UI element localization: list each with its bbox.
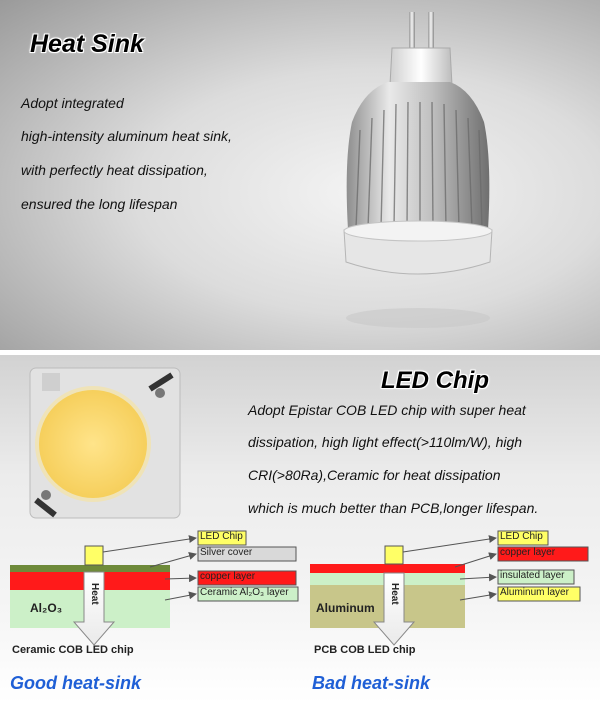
ceramic-heat-label: Heat <box>89 583 100 605</box>
pcb-label-led-chip: LED Chip <box>500 531 543 542</box>
pcb-caption: PCB COB LED chip <box>314 644 416 656</box>
led-chip-line-4: which is much better than PCB,longer lifespan. <box>248 500 539 516</box>
heat-sink-panel <box>0 0 600 350</box>
ceramic-chip-shape <box>85 546 103 565</box>
led-chip-title: LED Chip <box>381 367 489 394</box>
ceramic-silver-layer-shape <box>10 565 170 572</box>
heat-sink-title: Heat Sink <box>30 30 144 58</box>
pcb-label-aluminum-layer: Aluminum layer <box>500 587 569 598</box>
pcb-verdict: Bad heat-sink <box>312 673 431 693</box>
pcb-label-insulated: insulated layer <box>500 570 565 581</box>
led-chip-line-1: Adopt Epistar COB LED chip with super heat <box>248 402 526 418</box>
ceramic-label-al2o3-layer: Ceramic Al₂O₃ layer <box>200 587 289 598</box>
pcb-label-copper: copper layer <box>500 547 556 558</box>
led-chip-line-2: dissipation, high light effect(>110lm/W), high <box>248 434 523 450</box>
ceramic-verdict: Good heat-sink <box>10 673 142 693</box>
cob-chip-image <box>30 368 180 518</box>
heat-sink-line-2: high-intensity aluminum heat sink, <box>21 128 232 144</box>
led-bulb-image <box>0 0 600 350</box>
ceramic-label-led-chip: LED Chip <box>200 531 243 542</box>
heat-sink-line-3: with perfectly heat dissipation, <box>21 162 208 178</box>
ceramic-label-copper: copper layer <box>200 571 256 582</box>
pcb-chip-shape <box>385 546 403 564</box>
ceramic-base-label: Al₂O₃ <box>30 601 63 615</box>
ceramic-caption: Ceramic COB LED chip <box>12 644 134 656</box>
led-chip-panel <box>0 355 600 703</box>
heat-sink-line-4: ensured the long lifespan <box>21 196 178 212</box>
heat-sink-line-1: Adopt integrated <box>21 95 124 111</box>
pcb-copper-layer-shape <box>310 564 465 573</box>
pcb-heat-label: Heat <box>389 583 400 605</box>
pcb-base-label: Aluminum <box>316 601 375 615</box>
led-chip-line-3: CRI(>80Ra),Ceramic for heat dissipation <box>248 467 501 483</box>
ceramic-label-silver: Silver cover <box>200 547 253 558</box>
